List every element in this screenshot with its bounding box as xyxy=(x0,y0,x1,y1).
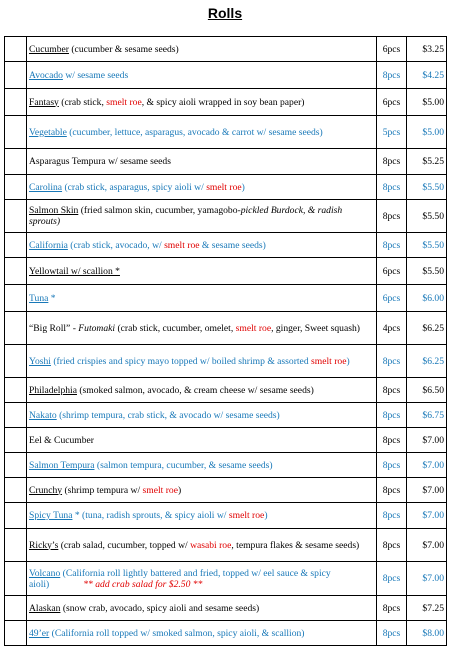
table-row xyxy=(5,312,447,345)
checkbox-cell xyxy=(5,529,27,562)
item-price: $7.25 xyxy=(407,596,447,621)
item-quantity: 8pcs xyxy=(377,503,407,529)
item-name: Cucumber xyxy=(29,43,69,55)
checkbox-cell xyxy=(5,503,27,529)
item-quantity: 8pcs xyxy=(377,596,407,621)
item-quantity: 6pcs xyxy=(377,37,407,62)
checkbox-cell xyxy=(5,345,27,378)
checkbox-cell xyxy=(5,116,27,149)
item-quantity: 4pcs xyxy=(377,312,407,345)
item-name: Asparagus Tempura xyxy=(29,156,106,167)
item-description: Avocado w/ sesame seeds xyxy=(27,62,377,89)
table-row xyxy=(5,285,447,312)
item-name: Philadelphia xyxy=(29,384,77,396)
item-price: $6.25 xyxy=(407,312,447,345)
item-price: $6.50 xyxy=(407,378,447,403)
checkbox-cell xyxy=(5,596,27,621)
item-name: Yellowtail w/ scallion * xyxy=(29,265,120,277)
item-price: $4.25 xyxy=(407,62,447,89)
item-description xyxy=(27,428,377,453)
checkbox-cell xyxy=(5,621,27,646)
checkbox-cell xyxy=(5,175,27,200)
item-description: Cucumber (cucumber & sesame seeds) xyxy=(27,37,377,62)
item-description: Spicy Tuna * (tuna, radish sprouts, & spicy aioli w/ smelt roe) xyxy=(27,503,377,529)
table-row xyxy=(5,258,447,285)
item-price: $6.00 xyxy=(407,285,447,312)
table-row xyxy=(5,403,447,428)
table-row xyxy=(5,233,447,258)
item-description: “Big Roll” - Futomaki (crab stick, cucumber, omelet, smelt roe, ginger, Sweet squash) xyxy=(27,312,377,345)
table-row xyxy=(5,503,447,529)
checkbox-cell xyxy=(5,233,27,258)
item-name: Alaskan xyxy=(29,602,61,614)
item-quantity: 6pcs xyxy=(377,89,407,116)
item-name: Salmon Tempura xyxy=(29,459,95,471)
checkbox-cell xyxy=(5,562,27,596)
item-name: 49’er xyxy=(29,627,50,639)
checkbox-cell xyxy=(5,62,27,89)
checkbox-cell xyxy=(5,478,27,503)
item-price: $5.50 xyxy=(407,175,447,200)
item-description: Ricky’s (crab salad, cucumber, topped w/ wasabi roe, tempura flakes & sesame seeds) xyxy=(27,529,377,562)
item-quantity: 6pcs xyxy=(377,258,407,285)
item-price: $7.00 xyxy=(407,478,447,503)
item-price: $7.00 xyxy=(407,503,447,529)
item-name: Avocado xyxy=(29,69,63,81)
checkbox-cell xyxy=(5,89,27,116)
item-price: $3.25 xyxy=(407,37,447,62)
table-row xyxy=(5,37,447,62)
item-name: Carolina xyxy=(29,181,63,193)
item-price: $8.00 xyxy=(407,621,447,646)
item-quantity: 8pcs xyxy=(377,200,407,233)
checkbox-cell xyxy=(5,200,27,233)
item-quantity: 8pcs xyxy=(377,149,407,175)
item-quantity: 6pcs xyxy=(377,285,407,312)
add-on-note: ** add crab salad for $2.50 ** xyxy=(83,578,203,590)
item-quantity: 8pcs xyxy=(377,529,407,562)
item-description: Vegetable (cucumber, lettuce, asparagus, avocado & carrot w/ sesame seeds) xyxy=(27,116,377,149)
item-name: Yoshi xyxy=(29,355,51,367)
checkbox-cell xyxy=(5,37,27,62)
item-description: Yoshi (fried crispies and spicy mayo topped w/ boiled shrimp & assorted smelt roe) xyxy=(27,345,377,378)
table-row xyxy=(5,62,447,89)
item-description: Nakato (shrimp tempura, crab stick, & avocado w/ sesame seeds) xyxy=(27,403,377,428)
item-quantity: 5pcs xyxy=(377,116,407,149)
table-row xyxy=(5,562,447,596)
item-price: $7.00 xyxy=(407,562,447,596)
item-price: $5.50 xyxy=(407,258,447,285)
table-row xyxy=(5,378,447,403)
item-quantity: 8pcs xyxy=(377,175,407,200)
item-price: $7.00 xyxy=(407,428,447,453)
checkbox-cell xyxy=(5,312,27,345)
item-description: Carolina (crab stick, asparagus, spicy aioli w/ smelt roe) xyxy=(27,175,377,200)
table-row xyxy=(5,345,447,378)
item-name: Fantasy xyxy=(29,96,59,108)
item-price: $5.00 xyxy=(407,116,447,149)
item-quantity: 8pcs xyxy=(377,403,407,428)
item-quantity: 8pcs xyxy=(377,478,407,503)
table-row xyxy=(5,529,447,562)
rolls-table xyxy=(4,36,447,646)
item-quantity: 8pcs xyxy=(377,233,407,258)
item-name: Nakato xyxy=(29,409,57,421)
checkbox-cell xyxy=(5,453,27,478)
item-name: Volcano xyxy=(29,567,61,579)
item-price: $6.75 xyxy=(407,403,447,428)
page-title: Rolls xyxy=(207,5,243,21)
item-description: California (crab stick, avocado, w/ smelt roe & sesame seeds) xyxy=(27,233,377,258)
item-description: 49’er (California roll topped w/ smoked salmon, spicy aioli, & scallion) xyxy=(27,621,377,646)
item-quantity: 8pcs xyxy=(377,378,407,403)
item-description: Alaskan (snow crab, avocado, spicy aioli and sesame seeds) xyxy=(27,596,377,621)
item-name: Salmon Skin xyxy=(29,205,79,216)
table-row xyxy=(5,596,447,621)
checkbox-cell xyxy=(5,403,27,428)
table-row xyxy=(5,149,447,175)
item-name: Spicy Tuna xyxy=(29,510,73,521)
item-description xyxy=(27,258,377,285)
checkbox-cell xyxy=(5,149,27,175)
checkbox-cell xyxy=(5,428,27,453)
item-price: $6.25 xyxy=(407,345,447,378)
table-row xyxy=(5,89,447,116)
item-description: Asparagus Tempura w/ sesame seeds xyxy=(27,149,377,175)
item-name: “Big Roll” - xyxy=(29,322,79,334)
item-quantity: 8pcs xyxy=(377,621,407,646)
table-row xyxy=(5,175,447,200)
item-description: Salmon Skin (fried salmon skin, cucumber, yamagobo-pickled Burdock, & radish sprouts) xyxy=(27,200,377,233)
checkbox-cell xyxy=(5,378,27,403)
item-price: $5.50 xyxy=(407,200,447,233)
table-row xyxy=(5,200,447,233)
item-description: Fantasy (crab stick, smelt roe, & spicy aioli wrapped in soy bean paper) xyxy=(27,89,377,116)
item-price: $5.50 xyxy=(407,233,447,258)
checkbox-cell xyxy=(5,285,27,312)
item-price: $7.00 xyxy=(407,529,447,562)
item-quantity: 8pcs xyxy=(377,453,407,478)
item-description: Volcano (California roll lightly battered and fried, topped w/ eel sauce & spicy aioli) ** add crab salad for $2.50 ** xyxy=(27,562,377,596)
item-price: $5.25 xyxy=(407,149,447,175)
item-quantity: 8pcs xyxy=(377,345,407,378)
item-description: Philadelphia (smoked salmon, avocado, & cream cheese w/ sesame seeds) xyxy=(27,378,377,403)
item-name: Vegetable xyxy=(29,126,67,138)
item-description: Crunchy (shrimp tempura w/ smelt roe) xyxy=(27,478,377,503)
item-name: Tuna xyxy=(29,292,49,304)
item-quantity: 8pcs xyxy=(377,428,407,453)
item-quantity: 8pcs xyxy=(377,562,407,596)
item-name: Crunchy xyxy=(29,484,63,496)
item-name: Ricky’s xyxy=(29,539,59,551)
item-description: Tuna * xyxy=(27,285,377,312)
item-name: Eel & Cucumber xyxy=(29,434,95,446)
checkbox-cell xyxy=(5,258,27,285)
item-price: $7.00 xyxy=(407,453,447,478)
table-row xyxy=(5,116,447,149)
table-row xyxy=(5,453,447,478)
item-description: Salmon Tempura (salmon tempura, cucumber, & sesame seeds) xyxy=(27,453,377,478)
item-price: $5.00 xyxy=(407,89,447,116)
table-row xyxy=(5,478,447,503)
table-row xyxy=(5,428,447,453)
item-quantity: 8pcs xyxy=(377,62,407,89)
item-name: California xyxy=(29,239,68,251)
table-row xyxy=(5,621,447,646)
